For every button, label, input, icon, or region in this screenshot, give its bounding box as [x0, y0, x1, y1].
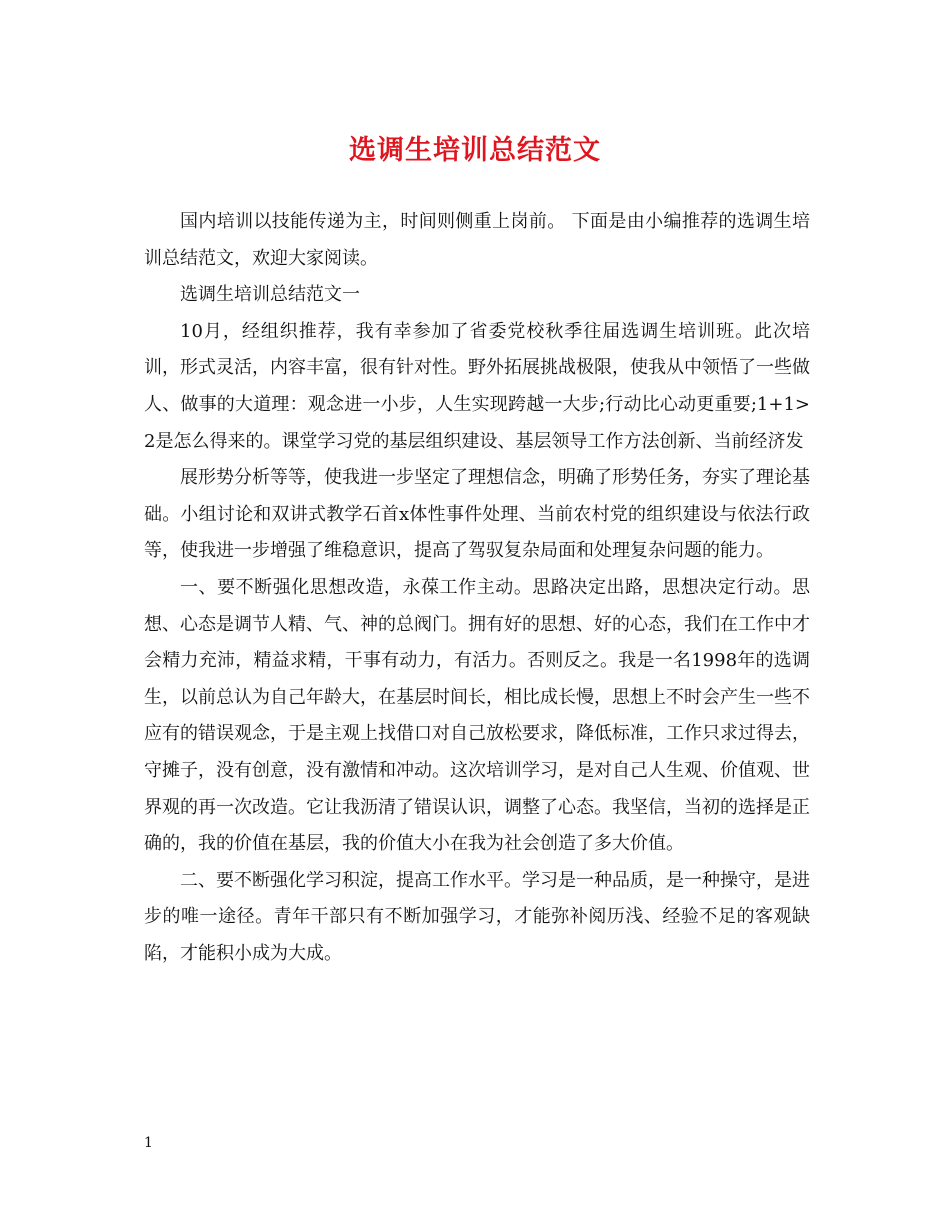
- paragraph-point-one: 一、要不断强化思想改造，永葆工作主动。思路决定出路，思想决定行动。思想、心态是调节人精、气、神的总阀门。拥有好的思想、好的心态，我们在工作中才会精力充沛，精益求精，干事有动力，有活力。否则反之。我是一名1998年的选调生，以前总认为自己年龄大，在基层时间长，相比成长慢，思想上不时会产生一些不应有的错误观念，于是主观上找借口对自己放松要求，降低标准，工作只求过得去，守摊子，没有创意，没有激情和冲动。这次培训学习，是对自己人生观、价值观、世界观的再一次改造。它让我沥清了错误认识，调整了心态。我坚信，当初的选择是正确的，我的价值在基层，我的价值大小在我为社会创造了多大价值。: [144, 576, 810, 855]
- paragraph-intro: 国内培训以技能传递为主，时间则侧重上岗前。 下面是由小编推荐的选调生培训总结范文，欢迎大家阅读。: [144, 211, 810, 269]
- document-title: 选调生培训总结范文: [349, 135, 601, 166]
- page-number: 1: [144, 1135, 153, 1151]
- paragraph-point-two: 二、要不断强化学习积淀，提高工作水平。学习是一种品质，是一种操守，是进步的唯一途径。青年干部只有不断加强学习，才能弥补阅历浅、经验不足的客观缺陷，才能积小成为大成。: [144, 869, 810, 964]
- paragraph-body: 10月，经组织推荐，我有幸参加了省委党校秋季往届选调生培训班。此次培训，形式灵活，内容丰富，很有针对性。野外拓展挑战极限，使我从中领悟了一些做人、做事的大道理：观念进一小步，人生实现跨越一大步;行动比心动更重要;1+1>2是怎么得来的。课堂学习党的基层组织建设、基层领导工作方法创新、当前经济发: [144, 320, 810, 452]
- paragraph-body: 展形势分析等等，使我进一步坚定了理想信念，明确了形势任务，夯实了理论基础。小组讨论和双讲式教学石首x体性事件处理、当前农村党的组织建设与依法行政等，使我进一步增强了维稳意识，提高了驾驭复杂局面和处理复杂问题的能力。: [144, 467, 810, 562]
- paragraph-section-heading: 选调生培训总结范文一: [180, 284, 360, 306]
- document-body: [144, 204, 810, 972]
